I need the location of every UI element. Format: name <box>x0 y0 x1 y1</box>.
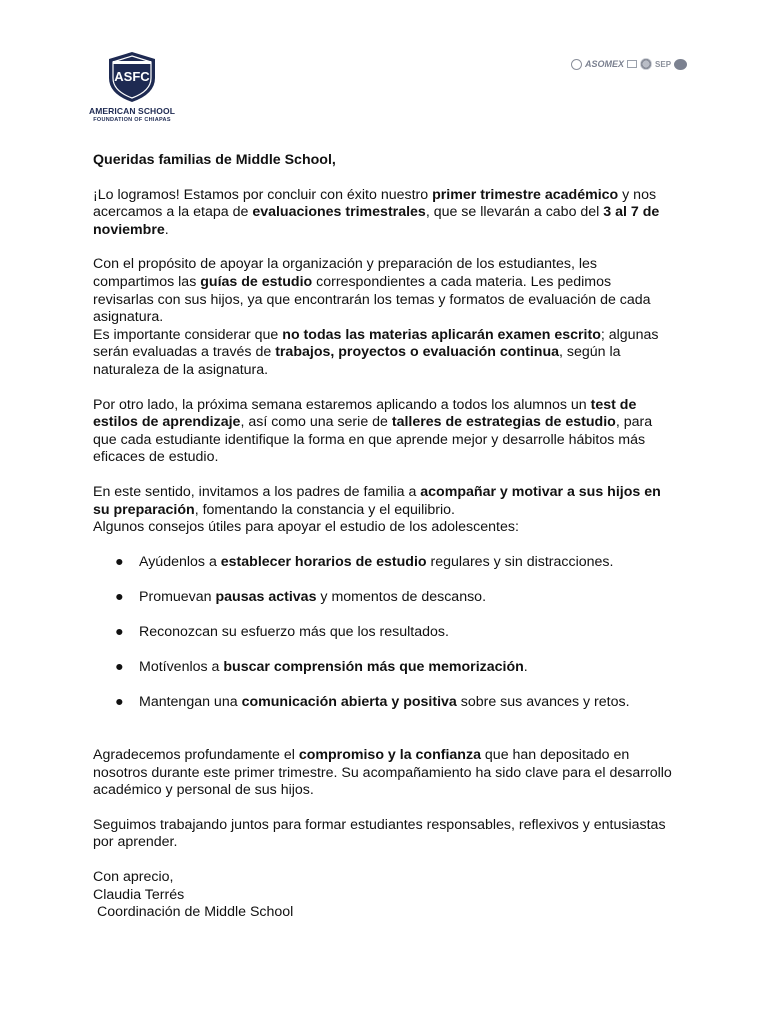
bold-text: 3 al 7 de noviembre <box>93 204 660 238</box>
signature-block <box>93 869 675 922</box>
paragraph-6 <box>93 817 675 852</box>
bold-text: establecer horarios de estudio <box>220 553 427 570</box>
bullet-icon: ● <box>115 659 124 676</box>
globe-icon <box>674 59 687 70</box>
flag-icon <box>627 60 637 68</box>
text-run: y nos acercamos a la etapa de <box>93 186 657 221</box>
letter-body <box>93 152 675 922</box>
paragraph-1 <box>93 187 675 240</box>
closing: Con aprecio, <box>93 869 174 885</box>
shield-logo-icon <box>105 50 159 104</box>
bold-text: compromiso y la confianza <box>298 747 481 764</box>
text-run: Algunos consejos útiles para apoyar el estudio de los adolescentes: <box>93 519 519 536</box>
logo-text: ASFC <box>114 69 150 84</box>
bold-text: pausas activas <box>215 588 317 605</box>
bold-text: acompañar y motivar a sus hijos en su preparación <box>93 483 661 518</box>
signer-role: Coordinación de Middle School <box>93 904 294 921</box>
text-run: Promuevan <box>139 588 216 605</box>
text-run: Agradecemos profundamente el <box>93 747 299 764</box>
seal-icon <box>640 58 652 70</box>
tip-item <box>93 694 675 712</box>
tips-list <box>93 554 675 712</box>
greeting: Queridas familias de Middle School, <box>93 152 336 168</box>
tip-item <box>93 554 675 572</box>
paragraph-3 <box>93 397 675 467</box>
tip-item <box>93 589 675 607</box>
bold-text: buscar comprensión más que memorización <box>223 659 524 676</box>
text-run: , así como una serie de <box>240 414 392 431</box>
text-run: , fomentando la constancia y el equilibrio. <box>194 501 455 518</box>
school-logo <box>78 50 186 123</box>
school-name: AMERICAN SCHOOL <box>88 106 176 116</box>
text-run: que han depositado en nosotros durante este primer trimestre. Su acompañamiento ha sido clave para el desarrollo académico y personal de sus hijos. <box>93 747 672 799</box>
text-run: , que se llevarán a cabo del <box>425 204 604 221</box>
text-run: Ayúdenlos a <box>139 553 221 570</box>
bullet-icon: ● <box>115 553 124 570</box>
text-run: . <box>523 659 528 676</box>
bold-text: test de estilos de aprendizaje <box>93 396 637 431</box>
text-run: Por otro lado, la próxima semana estaremos aplicando a todos los alumnos un <box>93 396 591 413</box>
asomex-logo: ASOMEX <box>585 59 625 69</box>
bold-text: guías de estudio <box>200 273 313 290</box>
bullet-icon: ● <box>115 624 124 641</box>
bold-text: no todas las materias aplicarán examen escrito <box>282 326 601 343</box>
text-run: Reconozcan su esfuerzo más que los resultados. <box>139 624 449 641</box>
bold-text: evaluaciones trimestrales <box>252 204 426 221</box>
text-run: regulares y sin distracciones. <box>426 553 614 570</box>
text-run: y momentos de descanso. <box>316 588 487 605</box>
text-run: ¡Lo logramos! Estamos por concluir con éxito nuestro <box>93 186 433 203</box>
paragraph-5 <box>93 747 675 800</box>
sep-logo: SEP <box>655 59 672 69</box>
tip-item <box>93 624 675 642</box>
school-subtitle: FOUNDATION OF CHIAPAS <box>93 117 171 123</box>
text-run: ; algunas serán evaluadas a través de <box>93 326 659 361</box>
bullet-icon: ● <box>115 588 124 605</box>
text-run: Con el propósito de apoyar la organización y preparación de los estudiantes, les compartimos las <box>93 256 597 290</box>
paragraph-4 <box>93 484 675 537</box>
paragraph-2 <box>93 256 675 379</box>
text-run: Seguimos trabajando juntos para formar estudiantes responsables, reflexivos y entusiastas por aprender. <box>93 816 666 851</box>
text-run: , para que cada estudiante identifique la forma en que aprende mejor y desarrolle hábitos más eficaces de estudio. <box>93 414 653 466</box>
text-run: correspondientes a cada materia. Les pedimos revisarlas con sus hijos, ya que encontrarán los temas y formatos de evaluación de cada asignatura. <box>93 273 651 326</box>
partner-circle-icon <box>571 59 582 70</box>
text-run: . <box>164 221 169 238</box>
text-run: , según la naturaleza de la asignatura. <box>93 344 621 378</box>
text-run: Motívenlos a <box>139 659 224 676</box>
signer-name: Claudia Terrés <box>93 886 185 903</box>
text-run: sobre sus avances y retos. <box>456 694 630 711</box>
text-run: Mantengan una <box>139 694 242 711</box>
partner-logos <box>571 55 703 73</box>
bullet-icon: ● <box>115 694 124 711</box>
text-run: Es importante considerar que <box>93 326 283 343</box>
tip-item <box>93 659 675 677</box>
text-run: En este sentido, invitamos a los padres de familia a <box>93 483 421 500</box>
bold-text: comunicación abierta y positiva <box>241 694 457 711</box>
bold-text: trabajos, proyectos o evaluación continua <box>275 344 560 361</box>
bold-text: primer trimestre académico <box>432 186 619 203</box>
bold-text: talleres de estrategias de estudio <box>391 414 616 431</box>
